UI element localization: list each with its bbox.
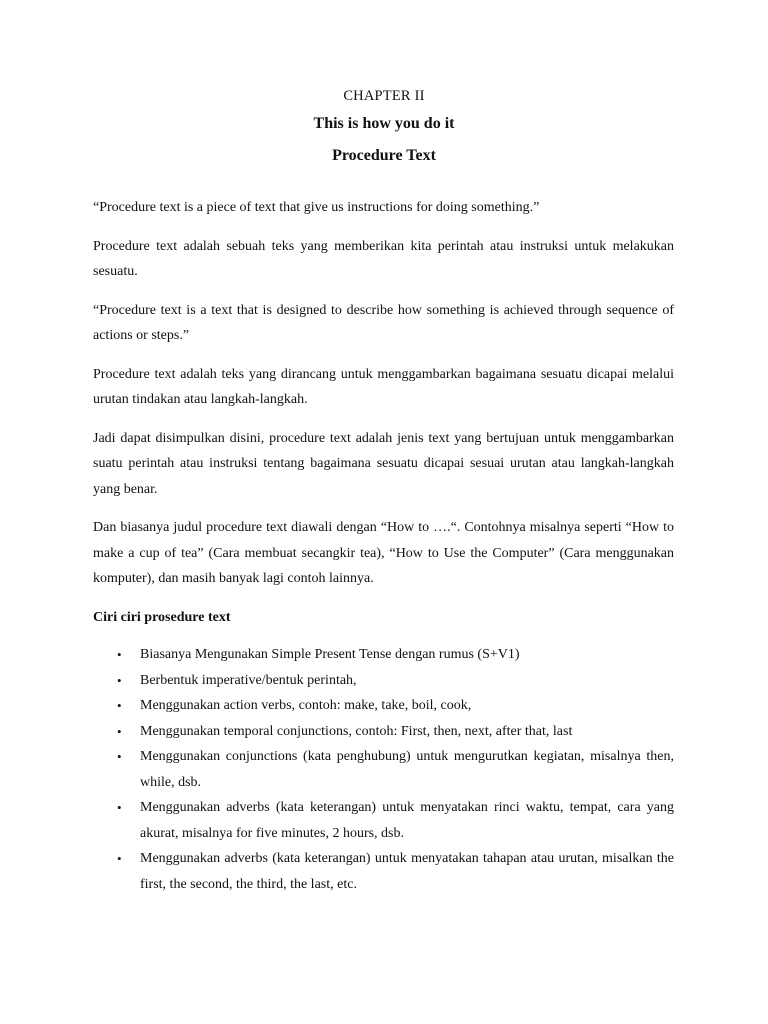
section-heading: Ciri ciri prosedure text [93,609,231,625]
paragraph-definition-en: “Procedure text is a piece of text that give us instructions for doing something.” [93,200,540,215]
bullet-icon: • [117,723,122,739]
bullet-icon: • [117,851,122,866]
chapter-title: This is how you do it [313,115,455,132]
list-item [93,668,674,694]
chapter-header [0,86,768,166]
list-item [93,795,674,846]
chapter-subtitle: Procedure Text [332,147,436,164]
list-item-text: Menggunakan action verbs, contoh: make, take, boil, cook, [140,698,472,713]
list-item-text: Menggunakan conjunctions (kata penghubung) untuk mengurutkan kegiatan, misalnya then, while, dsb. [140,749,674,790]
list-item [93,642,674,668]
bullet-icon: • [117,749,122,764]
list-item [93,693,674,719]
paragraph-definition-2-id: Procedure text adalah teks yang dirancang untuk menggambarkan bagaimana sesuatu dicapai melalui urutan tindakan atau langkah-langkah. [93,366,674,407]
bullet-icon: • [117,672,122,688]
paragraph-examples: Dan biasanya judul procedure text diawali dengan “How to ….“. Contohnya misalnya seperti “How to make a cup of tea” (Cara membuat secangkir tea), “How to Use the Computer” (Cara menggunakan komputer), dan masih banyak lagi contoh lainnya. [93,520,674,586]
characteristics-list [93,642,674,897]
list-item [93,719,674,745]
bullet-icon: • [117,800,122,815]
list-item [93,846,674,897]
paragraph-definition-2-en: “Procedure text is a text that is designed to describe how something is achieved through sequence of actions or steps.” [93,302,674,343]
document-body [93,195,674,897]
bullet-icon: • [117,647,122,662]
paragraph-definition-id: Procedure text adalah sebuah teks yang memberikan kita perintah atau instruksi untuk melakukan sesuatu. [93,238,674,279]
chapter-label: CHAPTER II [343,88,425,104]
bullet-icon: • [117,698,122,713]
list-item [93,744,674,795]
list-item-text: Biasanya Mengunakan Simple Present Tense dengan rumus (S+V1) [140,647,520,662]
paragraph-conclusion: Jadi dapat disimpulkan disini, procedure text adalah jenis text yang bertujuan untuk menggambarkan suatu perintah atau instruksi tentang bagaimana sesuatu dicapai sesuai urutan atau langkah-langkah yang benar. [93,430,674,497]
list-item-text: Menggunakan adverbs (kata keterangan) untuk menyatakan rinci waktu, tempat, cara yang akurat, misalnya for five minutes, 2 hours, dsb. [140,800,674,841]
list-item-text: Menggunakan adverbs (kata keterangan) untuk menyatakan tahapan atau urutan, misalkan the first, the second, the third, the last, etc. [140,851,674,892]
list-item-text: Berbentuk imperative/bentuk perintah, [140,672,357,688]
list-item-text: Menggunakan temporal conjunctions, contoh: First, then, next, after that, last [140,723,573,739]
